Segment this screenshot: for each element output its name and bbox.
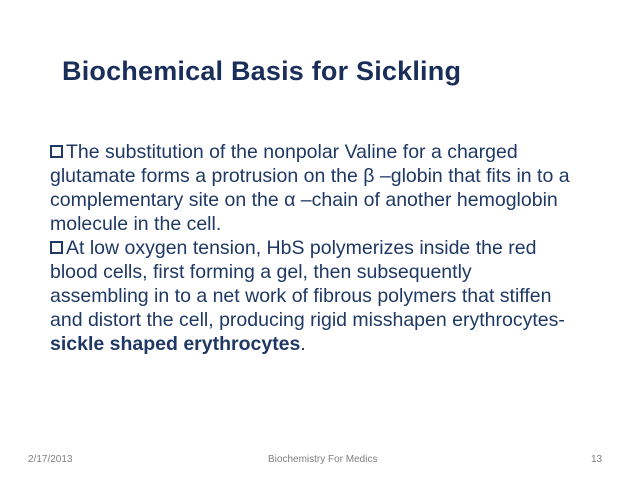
bullet-paragraph-1 [50, 140, 570, 236]
bullet-text-2-end: . [300, 333, 306, 355]
slide-title: Biochemical Basis for Sickling [62, 56, 462, 86]
footer-date: 2/17/2013 [28, 454, 73, 465]
footer-center-text: Biochemistry For Medics [268, 454, 378, 465]
footer-page-number: 13 [591, 454, 603, 465]
checkbox-bullet-icon [50, 145, 63, 158]
bullet-text-2: At low oxygen tension, HbS polymerizes inside the red blood cells, first forming a gel, then subsequently assembling in to a net work of fibrous polymers that stiffen and distort the cell, producing rigid misshapen erythrocytes- [50, 237, 565, 331]
slide-body [50, 140, 570, 356]
sickle-term: sickle shaped erythrocytes [50, 333, 301, 355]
bullet-text-1: The substitution of the nonpolar Valine for a charged glutamate forms a protrusion on the β –globin that fits in to a complementary site on the α –chain of another hemoglobin molecule in the cell. [50, 141, 570, 235]
bullet-paragraph-2 [50, 236, 570, 356]
checkbox-bullet-icon [50, 241, 63, 254]
